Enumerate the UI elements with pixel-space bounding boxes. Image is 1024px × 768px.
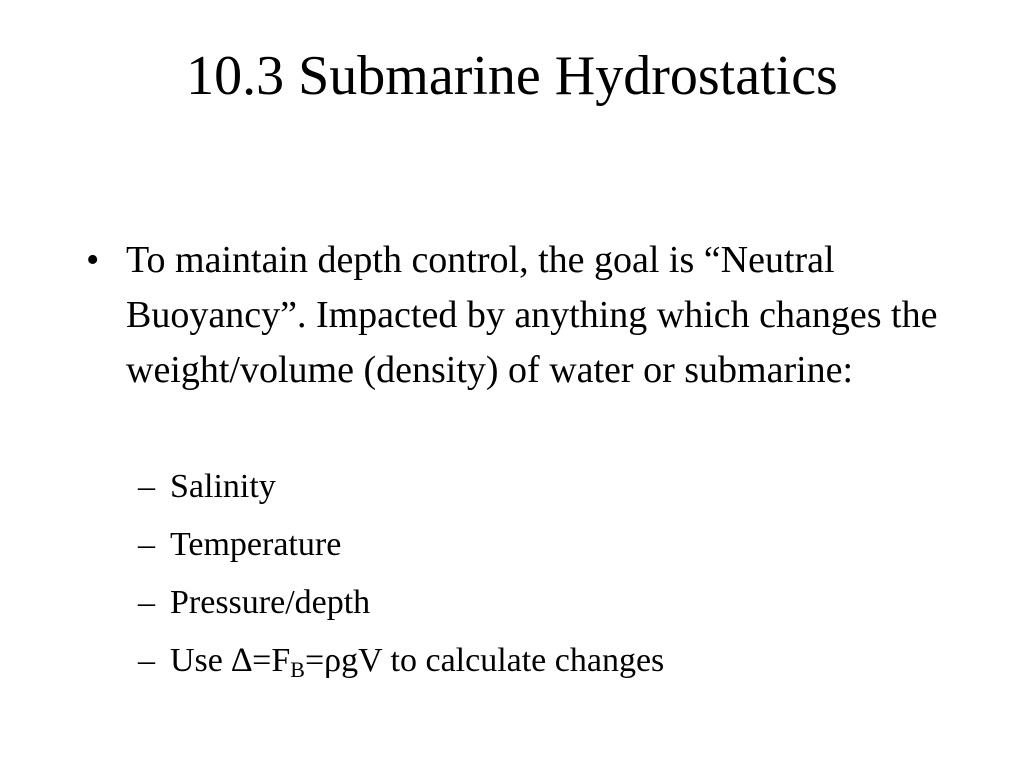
sub-item-text: Salinity — [170, 468, 276, 505]
sub-item-salinity — [138, 458, 978, 516]
formula-suffix: =ρgV to calculate changes — [304, 642, 665, 679]
formula-prefix: Use ∆=F — [170, 642, 291, 679]
dash-marker: – — [138, 584, 155, 621]
main-bullet — [86, 233, 966, 398]
bullet-marker: • — [86, 239, 100, 281]
dash-marker: – — [138, 642, 155, 679]
sub-item-text: Temperature — [170, 526, 342, 563]
sub-item-temperature — [138, 516, 978, 574]
sub-item-text: Pressure/depth — [170, 584, 371, 621]
dash-marker: – — [138, 468, 155, 505]
sub-item-formula — [138, 632, 978, 690]
main-bullet-text: To maintain depth control, the goal is “Neutral Buoyancy”. Impacted by anything which changes the weight/volume (density) of water or submarine: — [126, 239, 938, 391]
formula-subscript: B — [290, 657, 305, 682]
slide-title: 10.3 Submarine Hydrostatics — [186, 45, 838, 107]
sub-item-pressure-depth — [138, 574, 978, 632]
sub-bullet-list — [138, 458, 978, 690]
dash-marker: – — [138, 526, 155, 563]
